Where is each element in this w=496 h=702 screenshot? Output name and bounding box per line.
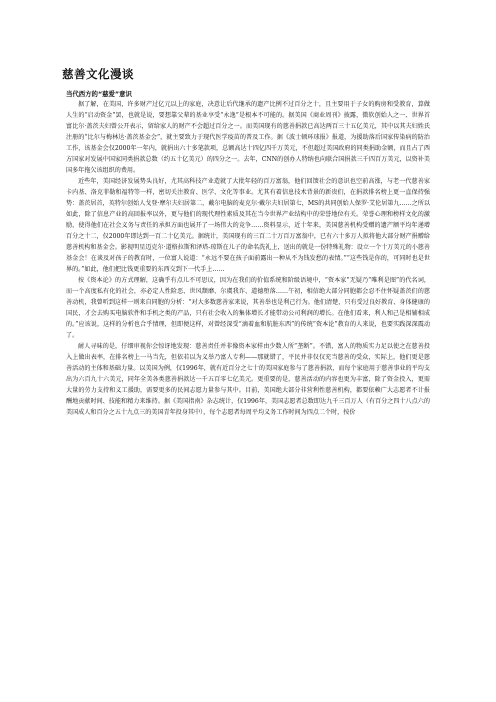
paragraph-4: 耐人寻味的是，仔细审视你会惊讶地发现：慈善责任并非像资本家样由少数人所“垄断”。不错，富人的物质实力足以使之在慈善投入上做出表率，在排名榜上一马当先，但依若以为义举乃富人专利——那就错了，平民并非仅仅充当慈善的受众，实际上，他们更是慈善活动的主体和基础力量。以美国为例，仅1996年，就有近百分之七十的美国家庭参与了慈善捐款，而每个家庭用于慈善事业的平均支出为六百九十六美元，同年全美各类慈善捐款达一千五百零七亿美元。更重要的是，慈善活动的内容也更为丰富，除了资金投入，更需大量的劳力支持和义工援助，需要更多的民间志愿力量参与其中。目前，美国绝大部分非营利性慈善机构，都要依赖广大志愿者不计报酬地贡献时间、技能和精力来维持。据《美国指南》杂志统计，仅1996年，美国志愿者总数即达九千三百万人（有百分之四十八点六的美国成人和百分之五十九点三的美国青年投身其中），每个志愿者每周平均义务工作时间为四点二个时，按价 [66,343,430,416]
section-heading: 当代西方的“慈爱”意识 [66,90,132,98]
paragraph-3: 按《资本论》的方式理解，这确乎有点儿不可思议，因为在我们的价值系统和阶级语境中，“资本家”无疑乃“唯利是图”的代名词，而一个高度私有化的社会，亦必定人性险恶、世风颓靡、尔虞我诈、道德堕落……午初，相信绝大部分同胞都会忍不住怀疑盖茨们的慈善动机，我曾听到这样一则来自同胞的分析：“对大多数慈善家来说，其善举也是利己行为。他们清楚，只有受过良好教育、身体健康的国民，才会去购买电脑软件和手机之类的产品，只有社会收入的集体增长才能带动公司利润的增长。在他们看来，利人和己是相辅相成的。”应该说，这样的分析也合乎情理，但即便这样，对曾经深受“滴着血和肮脏东西”的传统“资本论”教育的人来说，也要实践深深震动了。 [66,277,430,339]
paragraph-2: 近些年，美国经济发展势头良好，尤其高科技产业造就了大批年轻的百万富翁，他们回馈社会的意识也空前高涨，与老一代慈善家卡内基、洛克菲勒和福特等一样，密切关注教育、医学、文化等事业。尤其有着信息技术背景的新贵们，在捐款排名榜上更一直保持强势：盖茨居首，英特尔创始人戈登·摩尔夫妇居第二，戴尔电脑的麦克尔·戴尔夫妇居第七，MS的共同创始人保罗·艾伦居第九……之所以如此，除了信息产业的高回报率以外，更与他们的现代理性素质及其在当今世界产业结构中的荣誉地位有关。荣誉心理和榜样文化的激励，使得他们在社会义务与责任的承担方面也展开了一场伟大的竞争……资料显示，近十年来，美国慈善机构受赠的遗产额平均年递增百分之十二，仅2000年即达到一百二十亿美元。据统计，美国现有的三百二十万百万富翁中，已有六十多万人拟将他大部分财产捐赠给慈善机构和基金会。影视明星迈克尔·道格拉斯和泽塔-琼斯在儿子的命名洗礼上，送出的就是一份特殊礼物：设立一个十万美元的小慈善基金会！在谈及对孩子的教育时，一位富人说道：“永远不要在孩子面前露出一种从不为钱发愁的表情。”“这些钱是你的，可同时也是世界的。”如此，他们把比钱更重要的东西交到下一代手上…… [66,178,430,273]
document-title: 慈善文化漫谈 [62,67,134,81]
paragraph-1: 据了解，在美国，许多财产过亿元以上的家庭，决意让后代继承的遗产比例不过百分之十，且主要用于子女的购房和受教育，算做人生的“启动资金”罢，也就是说，要想靠父辈的基业享受“永逸”是根本不可能的。据美国《商业周刊》披露，微软创始人之一、世界首富比尔·盖茨夫妇曾公开表示，留给家人的财产不会超过百分之一。而美国现有的慈善捐款已高达两百三十五亿美元，其中以其夫妇姓氏注册的“比尔与梅林达·盖茨基金会”，就主要致力于现代医学疫苗的普及工作。据《波士顿环球报》报道，为援助落后国家传染病的防治工作，该基金会仅2000年一年内，就捐出六十多笔款项，总额高达十四亿四千万美元，不但超过美国政府的同类捐助金额，而且占了西方国家对发展中国家同类捐款总数（约五十亿美元）的四分之一。去年，CNN的创办人特纳也向联合国捐款三千四百万美元，以资补美国多年拖欠该组织的费用。 [66,101,430,174]
